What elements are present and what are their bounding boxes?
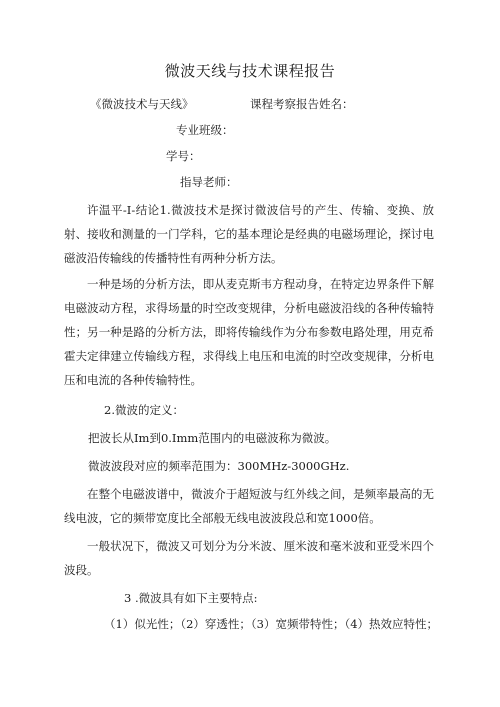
paragraph-intro: 许温平-I-结论1.微波技术是探讨微波信号的产生、传输、变换、放射、接收和测量的一门学科，它的基本理论是经典的电磁场理论，探讨电磁波沿传输线的传播特性有两种分析方法。 bbox=[64, 203, 434, 265]
paragraph-wavelength: 把波长从Im到0.Imm范围内的电磁波称为微波。 bbox=[88, 431, 337, 445]
paragraph-frequency: 微波波段对应的频率范围为：300MHz-3000GHz. bbox=[88, 459, 350, 473]
name-label: 课程考察报告姓名： bbox=[250, 97, 354, 111]
teacher-label: 指导老师： bbox=[180, 175, 238, 189]
section-heading-features: 3 .微波具有如下主要特点: bbox=[124, 591, 258, 605]
student-id-label: 学号： bbox=[166, 149, 201, 163]
class-label: 专业班级： bbox=[176, 123, 234, 137]
course-name: 《微波技术与天线》 bbox=[90, 97, 194, 111]
paragraph-features-list: （1）似光性；（2）穿透性；（3）宽频带特性；（4）热效应特性； bbox=[104, 617, 439, 631]
paragraph-spectrum: 在整个电磁波谱中，微波介于超短波与红外线之间，是频率最高的无线电波，它的频带宽度比全部般无线电波波段总和宽1000倍。 bbox=[64, 487, 434, 525]
page-title: 微波天线与技术课程报告 bbox=[164, 62, 336, 80]
paragraph-analysis-methods: 一种是场的分析方法，即从麦克斯韦方程动身，在特定边界条件下解电磁波动方程，求得场量的时空改变规律，分析电磁波沿线的各种传输特性；另一种是路的分析方法，即将传输线作为分布参数电路处理，用克希霍夫定律建立传输线方程，求得线上电压和电流的时空改变规律，分析电压和电流的各种传输特性。 bbox=[64, 277, 434, 387]
section-heading-definition: 2.微波的定义： bbox=[104, 403, 184, 417]
paragraph-bands: 一般状况下，微波又可划分为分米波、厘米波和毫米波和亚受米四个波段。 bbox=[64, 539, 434, 577]
